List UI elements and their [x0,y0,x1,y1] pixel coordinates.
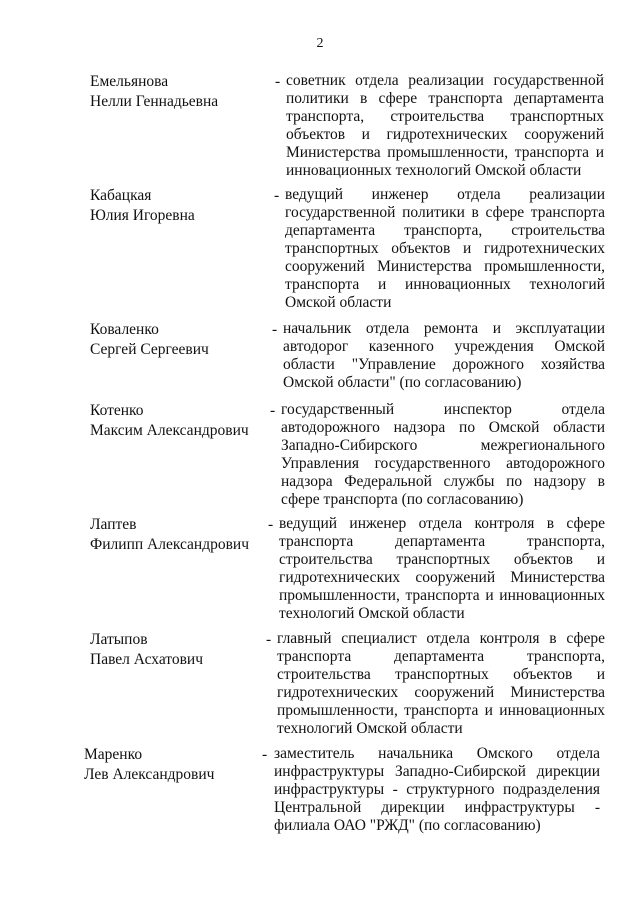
first-names: Сергей Сергеевич [90,341,209,358]
position-description: заместитель начальника Омского отдела инфраструктуры Западно-Сибирской дирекции инфраструктуры - структурного подразделения Центральной дирекции инфраструктуры - филиала ОАО "РЖД" (по согласованию) [274,745,600,834]
person-name [90,515,270,555]
last-name: Коваленко [90,321,159,338]
position-description: советник отдела реализации государственной политики в сфере транспорта департамента транспорта, строительства транспортных объектов и гидротехнических сооружений Министерства промышленности, транспорта и инновационных технологий Омской области [286,72,604,179]
person-name [90,630,270,670]
first-names: Филипп Александрович [90,536,250,553]
position-description: главный специалист отдела контроля в сфере транспорта департамента транспорта, строительства транспортных объектов и гидротехнических сооружений Министерства промышленности, транспорта и инновационных технологий Омской области [277,630,605,737]
dash: - [270,402,276,419]
dash: - [274,187,280,204]
dash: - [268,516,274,533]
position-description: ведущий инженер отдела контроля в сфере транспорта департамента транспорта, строительства транспортных объектов и гидротехнических сооружений Министерства промышленности, транспорта и инновационных технологий Омской области [279,515,605,622]
last-name: Маренко [84,746,143,763]
last-name: Латыпов [90,631,148,648]
last-name: Лаптев [90,516,137,533]
position-description: начальник отдела ремонта и эксплуатации автодорог казенного учреждения Омской области "Управление дорожного хозяйства Омской области" (по согласованию) [283,320,605,391]
first-names: Максим Александрович [90,422,249,439]
person-name [90,320,270,360]
dash: - [275,73,281,90]
dash: - [266,631,272,648]
dash: - [272,321,278,338]
first-names: Юлия Игоревна [90,207,195,224]
person-name [90,401,270,441]
first-names: Лев Александрович [84,766,215,783]
last-name: Кабацкая [90,187,152,204]
first-names: Нелли Геннадьевна [90,93,219,110]
last-name: Котенко [90,402,144,419]
page-number: 2 [316,36,324,51]
person-name [90,72,270,112]
position-description: государственный инспектор отдела автодорожного надзора по Омской области Западно-Сибирского межрегионального Управления государственного автодорожного надзора Федеральной службы по надзору в сфере транспорта (по согласованию) [281,401,605,508]
dash: - [262,746,268,763]
position-description: ведущий инженер отдела реализации государственной политики в сфере транспорта департамента транспорта, строительства транспортных объектов и гидротехнических сооружений Министерства промышленности, транспорта и инновационных технологий Омской области [285,186,605,311]
person-name [84,745,264,785]
last-name: Емельянова [90,73,169,90]
first-names: Павел Асхатович [90,651,204,668]
person-name [90,186,270,226]
